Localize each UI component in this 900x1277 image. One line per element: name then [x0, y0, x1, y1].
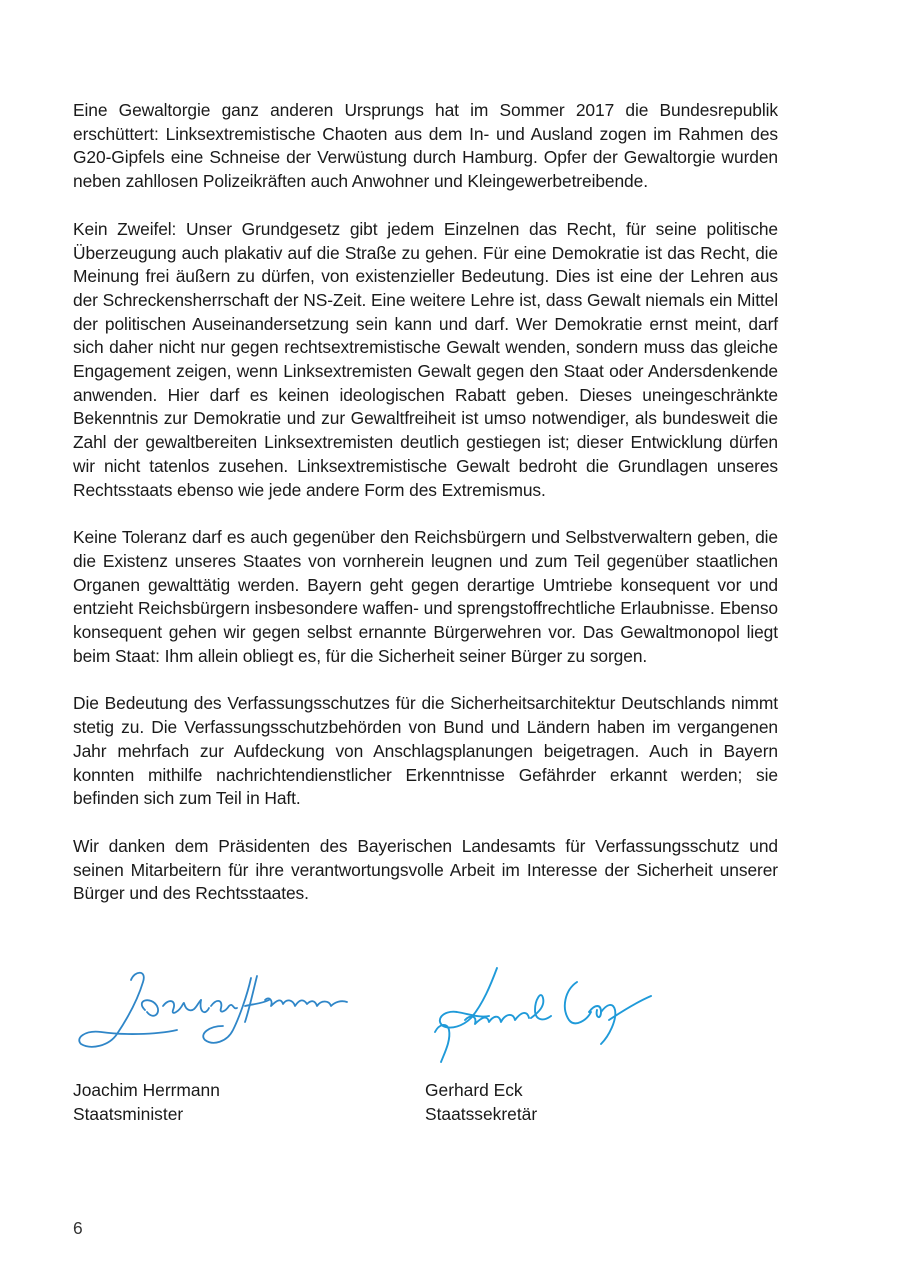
signer-herrmann — [73, 960, 363, 1126]
paragraph: Eine Gewaltorgie ganz anderen Ursprungs hat im Sommer 2017 die Bundesrepublik erschüttert: Linksextremistische Chaoten aus dem In- und Ausland zogen im Rahmen des G20-Gipfels eine Schneise der Verwüstung durch Hamburg. Opfer der Gewaltorgie wurden neben zahllosen Polizeikräften auch Anwohner und Kleingewerbetreibende. — [73, 100, 778, 192]
signer-eck — [425, 960, 715, 1126]
paragraph: Kein Zweifel: Unser Grundgesetz gibt jedem Einzelnen das Recht, für seine politische Überzeugung auch plakativ auf die Straße zu gehen. Für eine Demokratie ist das Recht, die Meinung frei äußern zu dürfen, von existenzieller Bedeutung. Dies ist eine der Lehren aus der Schreckensherrschaft der NS-Zeit. Eine weitere Lehre ist, dass Gewalt niemals ein Mittel der politischen Auseinandersetzung sein kann und darf. Wer Demokratie ernst meint, darf sich daher nicht nur gegen rechtsextremistische Gewalt wenden, sondern muss das gleiche Engagement zeigen, wenn Linksextremisten Gewalt gegen den Staat oder Andersdenkende anwenden. Hier darf es keinen ideologischen Rabatt geben. Dieses uneingeschränkte Bekenntnis zur Demokratie und zur Gewaltfreiheit ist umso notwendiger, als bundesweit die Zahl der gewaltbereiten Linksextremisten deutlich gestiegen ist; dieser Entwicklung dürfen wir nicht tatenlos zusehen. Linksextremistische Gewalt bedroht die Grundlagen unseres Rechtsstaats ebenso wie jede andere Form des Extremismus. — [73, 218, 778, 500]
body-text — [73, 99, 778, 930]
signer-role: Staatssekretär — [425, 1103, 538, 1124]
handwritten-signature-icon — [73, 960, 363, 1072]
paragraph: Wir danken dem Präsidenten des Bayerischen Landesamts für Verfassungsschutz und seinen Mitarbeitern für ihre verantwortungsvolle Arbeit im Interesse der Sicherheit unserer Bürger und des Rechtsstaates. — [73, 835, 778, 904]
paragraph: Keine Toleranz darf es auch gegenüber den Reichsbürgern und Selbstverwaltern geben, die die Existenz unseres Staates von vornherein leugnen und zum Teil gegenüber staatlichen Organen gewalttätig werden. Bayern geht gegen derartige Umtriebe konsequent vor und entzieht Reichsbürgern insbesondere waffen- und sprengstoffrechtliche Erlaubnisse. Ebenso konsequent gehen wir gegen selbst ernannte Bürgerwehren vor. Das Gewaltmonopol liegt beim Staat: Ihm allein obliegt es, für die Sicherheit seiner Bürger zu sorgen. — [73, 527, 778, 666]
paragraph: Die Bedeutung des Verfassungsschutzes für die Sicherheitsarchitektur Deutschlands nimmt stetig zu. Die Verfassungsschutzbehörden von Bund und Ländern haben im vergangenen Jahr mehrfach zur Aufdeckung von Anschlagsplanungen beigetragen. Auch in Bayern konnten mithilfe nachrichtendienstlicher Erkenntnisse Gefährder erkannt werden; sie befinden sich zum Teil in Haft. — [73, 693, 778, 809]
signer-role: Staatsminister — [73, 1103, 184, 1124]
signer-name: Joachim Herrmann — [73, 1080, 220, 1100]
handwritten-signature-icon — [425, 960, 715, 1072]
signature-block — [73, 960, 778, 1140]
page-number: 6 — [73, 1218, 83, 1238]
signer-name: Gerhard Eck — [425, 1080, 523, 1100]
